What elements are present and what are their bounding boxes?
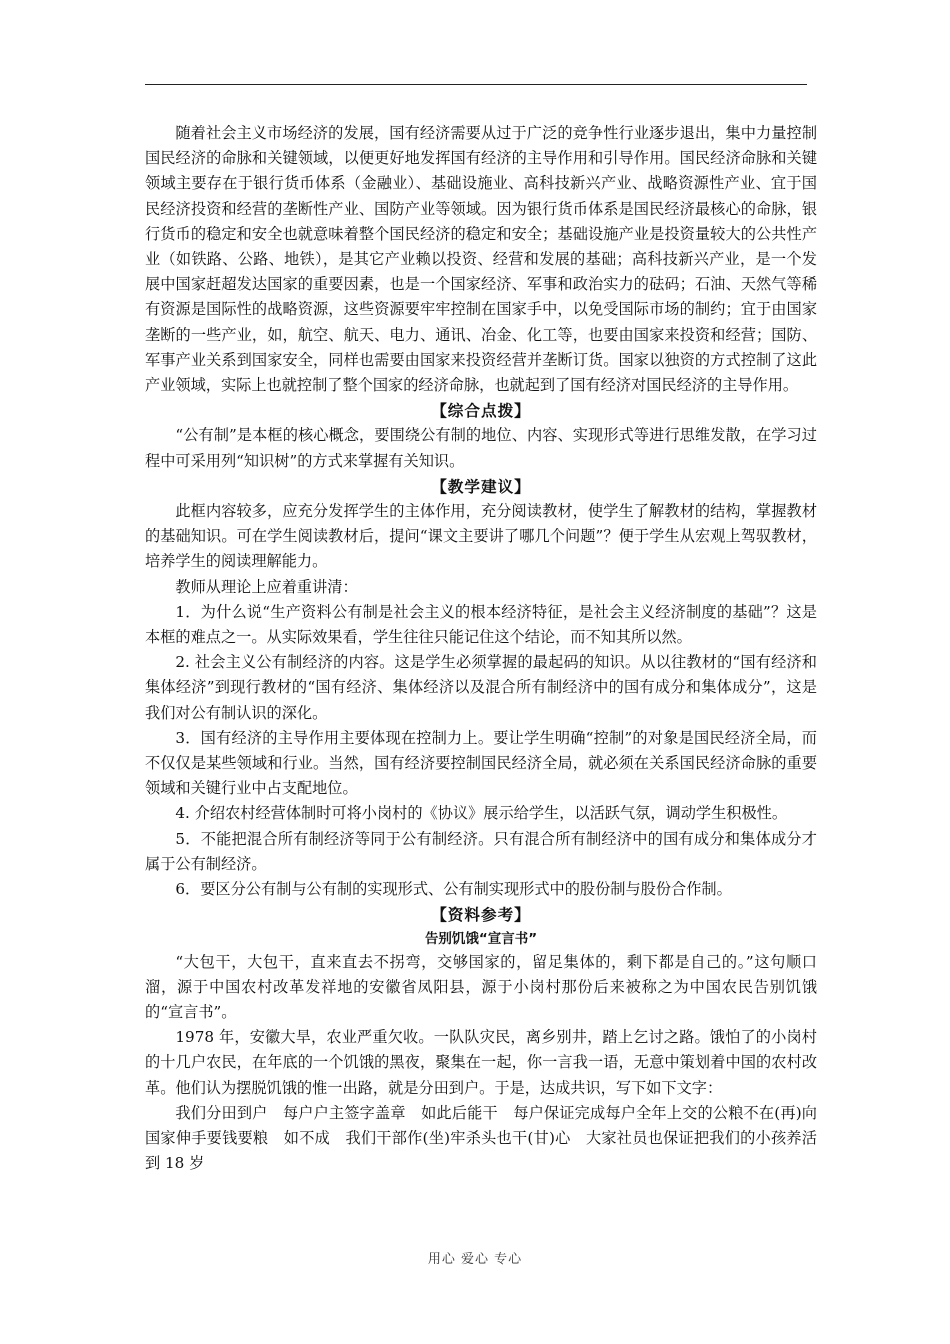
teaching-item-5: 5．不能把混合所有制经济等同于公有制经济。只有混合所有制经济中的国有成分和集体成分才属于公有制经济。	[145, 829, 817, 873]
teaching-item-6: 6．要区分公有制与公有制的实现形式、公有制实现形式中的股份制与股份合作制。	[175, 880, 732, 899]
teaching-item-3: 3．国有经济的主导作用主要体现在控制力上。要让学生明确“控制”的对象是国民经济全局，而不仅仅是某些领域和行业。当然，国有经济要控制国民经济全局，就必须在关系国民经济命脉的重要领域和关键行业中占支配地位。	[145, 728, 817, 798]
document-body	[145, 121, 817, 1176]
summary-paragraph: “公有制”是本框的核心概念，要围绕公有制的地位、内容、实现形式等进行思维发散，在学习过程中可采用列“知识树”的方式来掌握有关知识。	[145, 426, 817, 470]
intro-paragraph: 随着社会主义市场经济的发展，国有经济需要从过于广泛的竞争性行业逐步退出，集中力量控制国民经济的命脉和关键领域，以便更好地发挥国有经济的主导作用和引导作用。国民经济命脉和关键领域主要存在于银行货币体系（金融业）、基础设施业、高科技新兴产业、战略资源性产业、宜于国民经济投资和经营的垄断性产业、国防产业等领域。因为银行货币体系是国民经济最核心的命脉，银行货币的稳定和安全也就意味着整个国民经济的稳定和安全；基础设施产业是投资量较大的公共性产业（如铁路、公路、地铁），是其它产业赖以投资、经营和发展的基础；高科技新兴产业，是一个发展中国家赶超发达国家的重要因素，也是一个国家经济、军事和政治实力的砝码；石油、天然气等稀有资源是国际性的战略资源，这些资源要牢牢控制在国家手中，以免受国际市场的制约；宜于由国家垄断的一些产业，如，航空、航天、电力、通讯、冶金、化工等，也要由国家来投资和经营；国防、军事产业关系到国家安全，同样也需要由国家来投资经营并垄断订货。国家以独资的方式控制了这此产业领域，实际上也就控制了整个国家的经济命脉，也就起到了国有经济对国民经济的主导作用。	[145, 124, 817, 395]
section-heading-reference: 【资料参考】	[431, 905, 531, 925]
section-heading-teaching: 【教学建议】	[431, 476, 531, 496]
teaching-item-2: 2. 社会主义公有制经济的内容。这是学生必须掌握的最起码的知识。从以往教材的“国有经济和集体经济”到现行教材的“国有经济、集体经济以及混合所有制经济中的国有成分和集体成分”，这是我们对公有制认识的深化。	[145, 653, 817, 722]
teaching-item-4: 4. 介绍农村经营体制时可将小岗村的《协议》展示给学生，以活跃气氛，调动学生积极性。	[175, 804, 788, 823]
header-rule	[145, 84, 807, 85]
reference-paragraph-3: 我们分田到户 每户户主签字盖章 如此后能干 每户保证完成每户全年上交的公粮不在(再)向国家伸手要钱要粮 如不成 我们干部作(坐)牢杀头也干(甘)心 大家社员也保证把我们的小孩养活到 18 岁	[145, 1103, 817, 1173]
page-footer: 用心 爱心 专心	[427, 1252, 523, 1267]
teaching-item-1: 1．为什么说“生产资料公有制是社会主义的根本经济特征，是社会主义经济制度的基础”？这是本框的难点之一。从实际效果看，学生往往只能记住这个结论，而不知其所以然。	[145, 602, 817, 647]
reference-paragraph-2: 1978 年，安徽大旱，农业严重欠收。一队队灾民，离乡别井，踏上乞讨之路。饿怕了的小岗村的十几户农民，在年底的一个饥饿的黑夜，聚集在一起，你一言我一语，无意中策划着中国的农村改革。他们认为摆脱饥饿的惟一出路，就是分田到户。于是，达成共识，写下如下文字：	[145, 1028, 817, 1097]
section-heading-summary: 【综合点拨】	[431, 401, 531, 421]
teaching-paragraph: 此框内容较多，应充分发挥学生的主体作用，充分阅读教材，使学生了解教材的结构，掌握教材的基础知识。可在学生阅读教材后，提问“课文主要讲了哪几个问题”？便于学生从宏观上驾驭教材，培养学生的阅读理解能力。	[145, 502, 817, 571]
reference-paragraph-1: “大包干，大包干，直来直去不拐弯，交够国家的，留足集体的，剩下都是自己的。”这句顺口溜，源于中国农村改革发祥地的安徽省凤阳县，源于小岗村那份后来被称之为中国农民告别饥饿的“宣言书”。	[145, 952, 817, 1021]
reference-subtitle: 告别饥饿“宣言书”	[424, 930, 538, 947]
teaching-lead: 教师从理论上应着重讲清：	[175, 577, 358, 596]
